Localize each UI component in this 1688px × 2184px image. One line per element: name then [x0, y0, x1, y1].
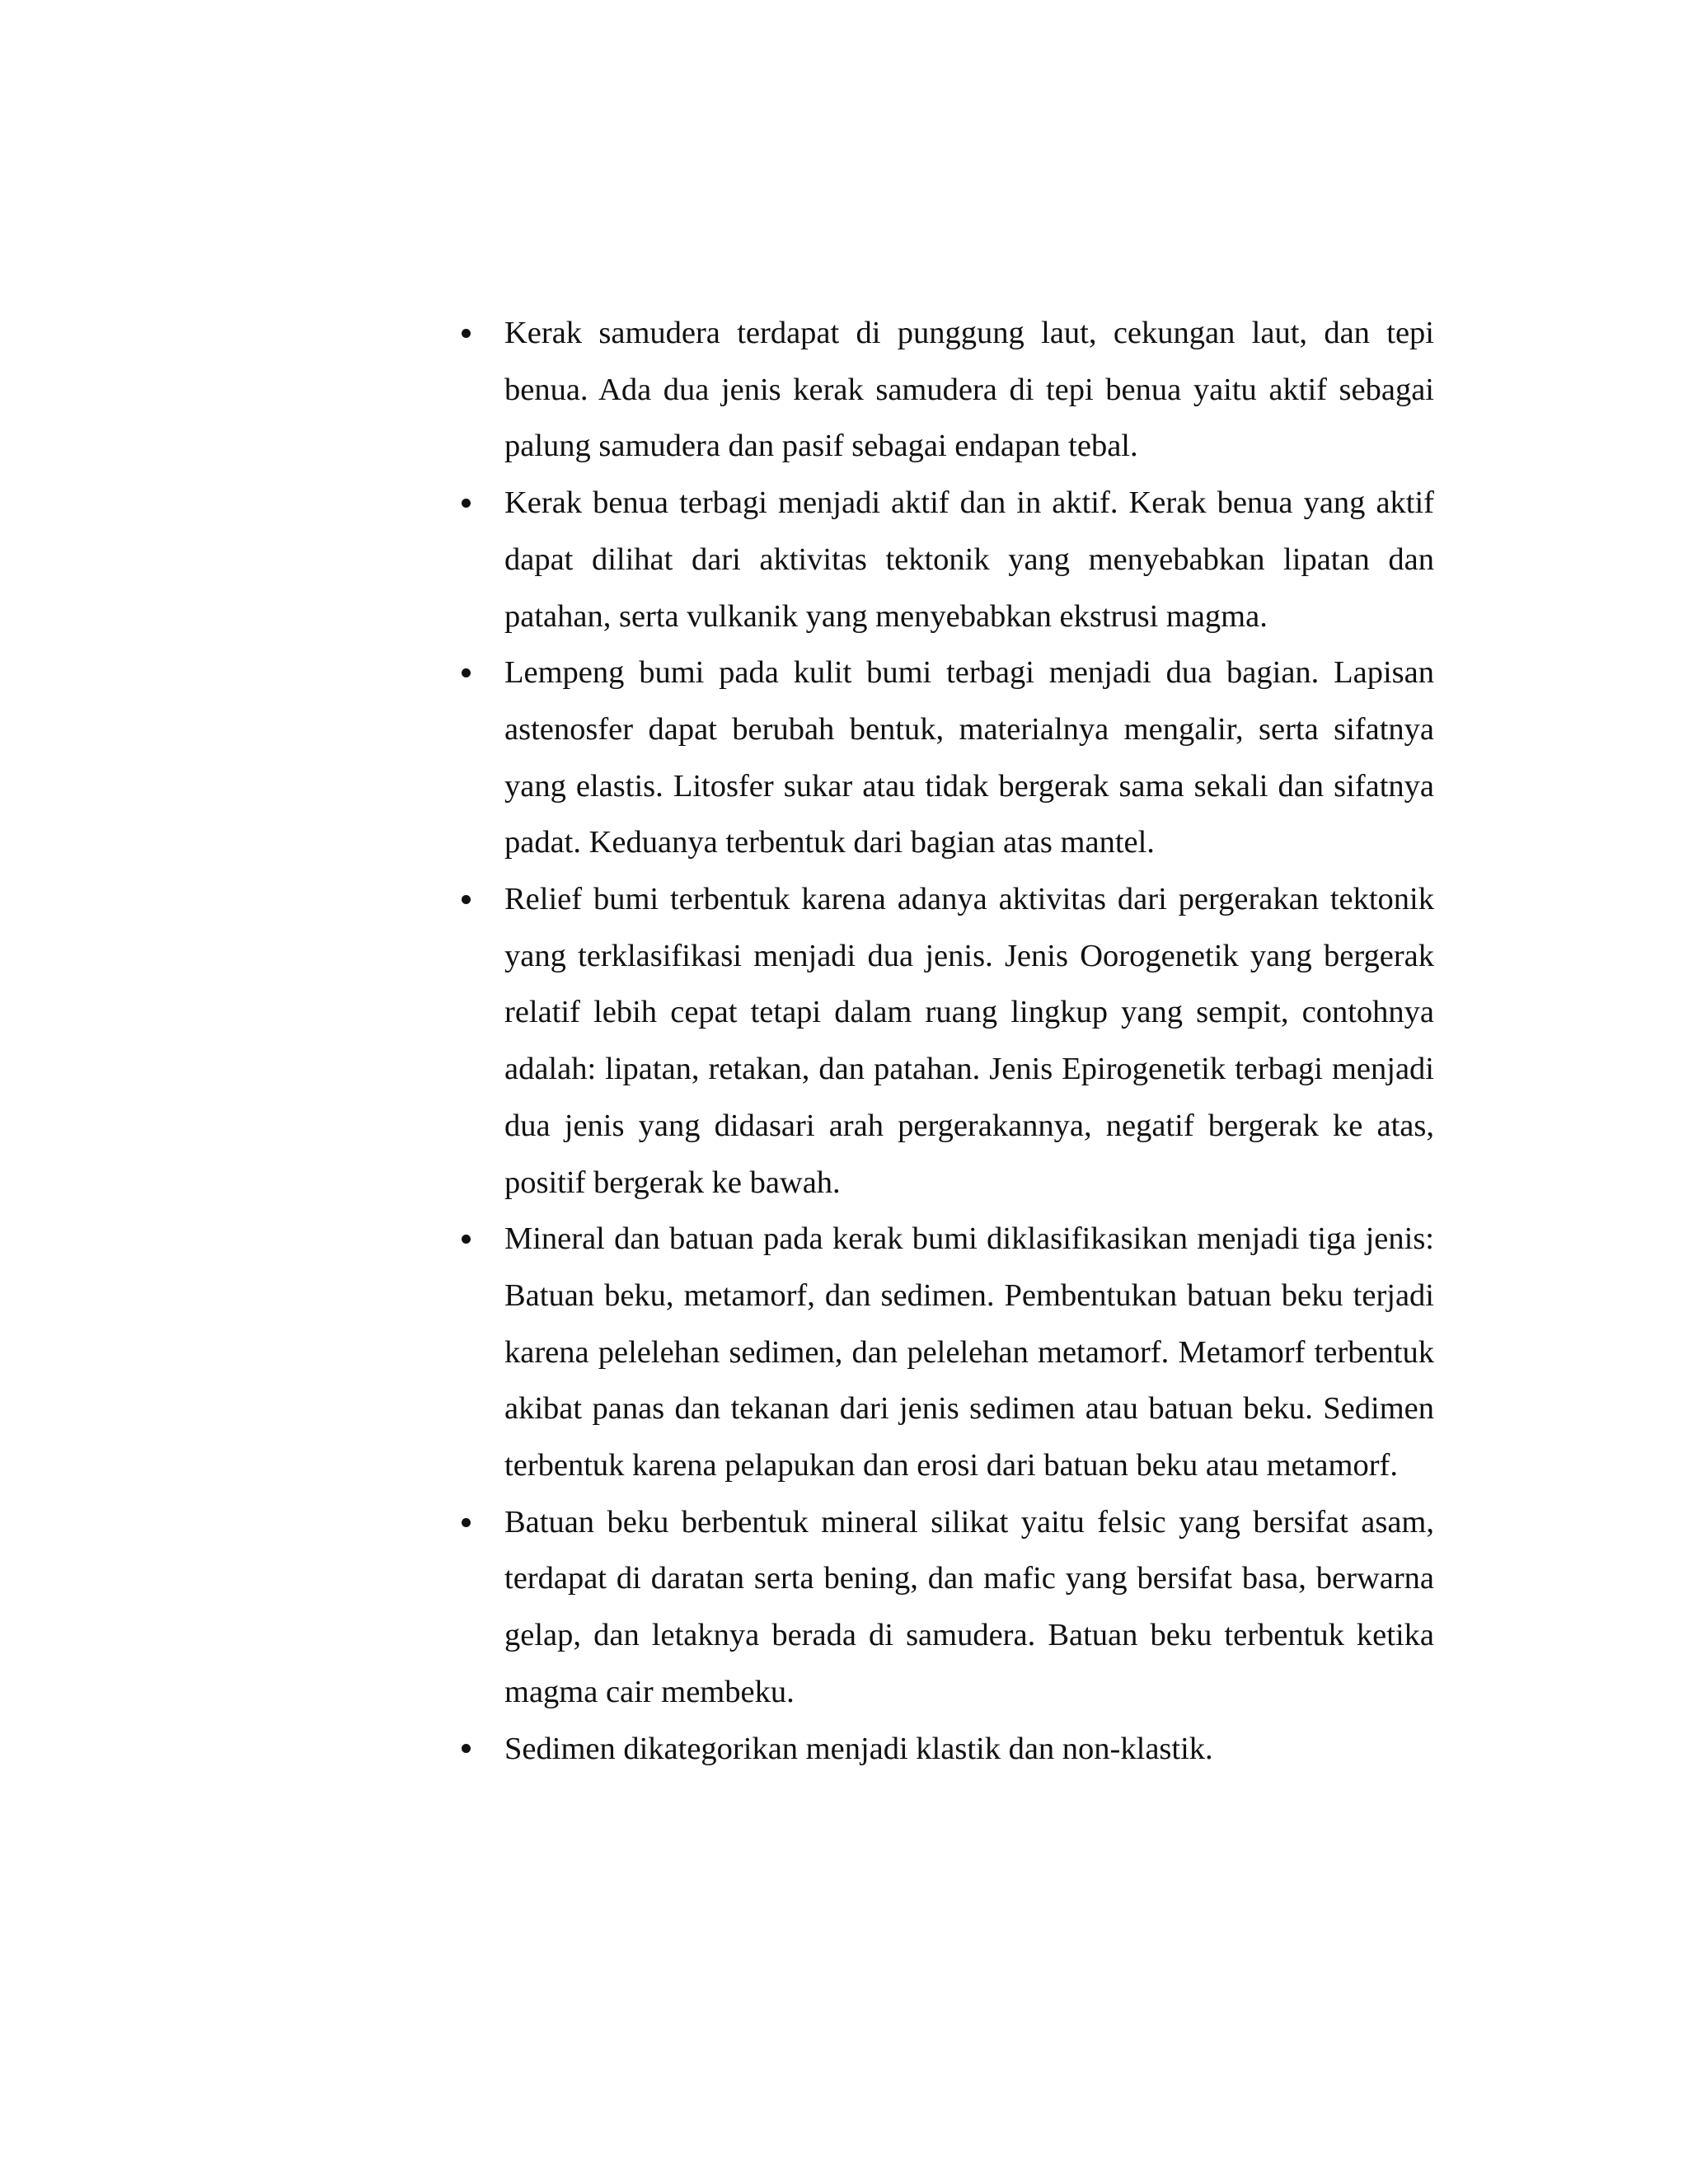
list-item	[457, 305, 1434, 475]
bullet-text: Lempeng bumi pada kulit bumi terbagi menjadi dua bagian. Lapisan astenosfer dapat berubah bentuk, materialnya mengalir, serta sifatnya yang elastis. Litosfer sukar atau tidak bergerak sama sekali dan sifatnya padat. Keduanya terbentuk dari bagian atas mantel.	[504, 655, 1434, 860]
bullet-text: Batuan beku berbentuk mineral silikat yaitu felsic yang bersifat asam, terdapat di daratan serta bening, dan mafic yang bersifat basa, berwarna gelap, dan letaknya berada di samudera. Batuan beku terbentuk ketika magma cair membeku.	[504, 1504, 1434, 1709]
bullet-icon	[457, 1494, 474, 1551]
bullet-icon	[457, 305, 474, 362]
list-item	[457, 1721, 1434, 1778]
bullet-icon	[457, 475, 474, 532]
list-item	[457, 475, 1434, 644]
document-body	[457, 305, 1434, 1777]
bullet-icon	[457, 1211, 474, 1268]
list-item	[457, 1211, 1434, 1494]
bullet-icon	[457, 871, 474, 928]
bullet-text: Mineral dan batuan pada kerak bumi diklasifikasikan menjadi tiga jenis: Batuan beku, metamorf, dan sedimen. Pembentukan batuan beku terjadi karena pelelehan sedimen, dan pelelehan metamorf. Metamorf terbentuk akibat panas dan tekanan dari jenis sedimen atau batuan beku. Sedimen terbentuk karena pelapukan dan erosi dari batuan beku atau metamorf.	[504, 1221, 1434, 1483]
list-item	[457, 644, 1434, 871]
bullet-list	[457, 305, 1434, 1777]
bullet-icon	[457, 1721, 474, 1778]
bullet-text: Kerak samudera terdapat di punggung laut, cekungan laut, dan tepi benua. Ada dua jenis kerak samudera di tepi benua yaitu aktif sebagai palung samudera dan pasif sebagai endapan tebal.	[504, 316, 1434, 464]
bullet-text: Kerak benua terbagi menjadi aktif dan in aktif. Kerak benua yang aktif dapat dilihat dari aktivitas tektonik yang menyebabkan lipatan dan patahan, serta vulkanik yang menyebabkan ekstrusi magma.	[504, 485, 1434, 634]
list-item	[457, 1494, 1434, 1721]
bullet-text: Relief bumi terbentuk karena adanya aktivitas dari pergerakan tektonik yang terklasifikasi menjadi dua jenis. Jenis Oorogenetik yang bergerak relatif lebih cepat tetapi dalam ruang lingkup yang sempit, contohnya adalah: lipatan, retakan, dan patahan. Jenis Epirogenetik terbagi menjadi dua jenis yang didasari arah pergerakannya, negatif bergerak ke atas, positif bergerak ke bawah.	[504, 882, 1434, 1200]
bullet-icon	[457, 644, 474, 701]
bullet-text: Sedimen dikategorikan menjadi klastik dan non-klastik.	[504, 1731, 1213, 1766]
list-item	[457, 871, 1434, 1211]
